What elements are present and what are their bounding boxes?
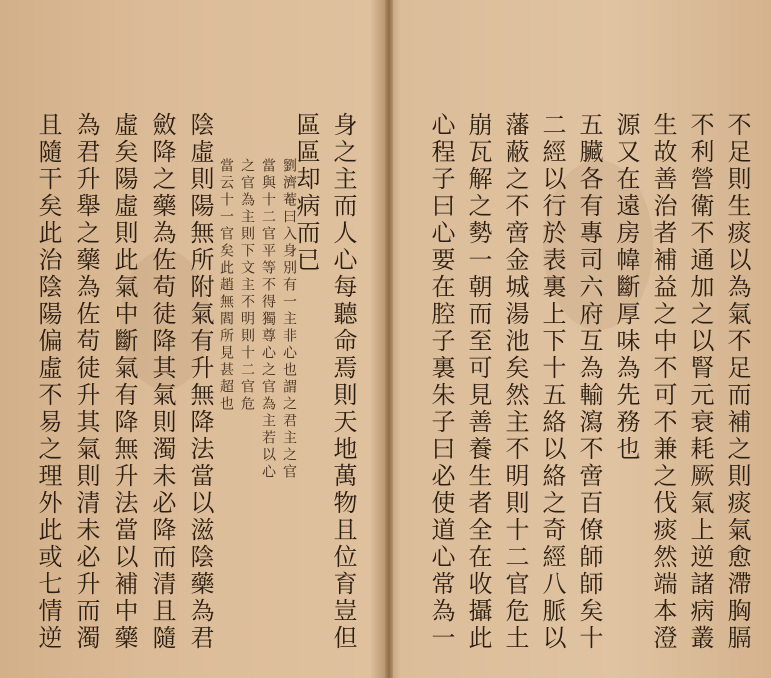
- text-column: 斂降之藥為佐苟徒降其氣則濁未必降而清且隨: [148, 112, 176, 652]
- text-column: 源又在遠房幃斷厚味為先務也: [612, 112, 640, 463]
- text-column: 五臟各有專司六府互為輸瀉不啻百僚師師矣十: [575, 112, 603, 652]
- text-column: 不足則生痰以為氣不足而補之則痰氣愈滯胸膈: [723, 112, 751, 652]
- text-column: 虛矣陽虛則此氣中斷氣有降無升法當以補中藥: [110, 112, 138, 652]
- commentary-column: 當云十一官矣此趙無閻所見甚超也: [218, 158, 234, 413]
- right-page: [393, 0, 771, 678]
- book-gutter: [385, 0, 393, 678]
- text-column: 藩蔽之不啻金城湯池矣然主不明則十二官危土: [501, 112, 529, 652]
- text-column: 區區却病而已: [292, 112, 320, 274]
- commentary-column: 劉濟菴曰入身別有一主非心也謂之君主之官: [281, 158, 297, 481]
- text-column: 心程子曰心要在腔子裏朱子曰必使道心常為一: [427, 112, 455, 652]
- commentary-column: 之官為主則下文主不明則十二官危: [239, 158, 255, 413]
- commentary-column: 當與十二官平等不得獨尊心之官為主若以心: [260, 158, 276, 481]
- text-column: 生故善治者補益之中不可不兼之伐痰然端本澄: [649, 112, 677, 652]
- left-page: [0, 0, 385, 678]
- text-column: 陰虛則陽無所附氣有升無降法當以滋陰藥為君: [186, 112, 214, 652]
- text-column: 崩瓦解之勢一朝而至可見善養生者全在收攝此: [464, 112, 492, 652]
- text-column: 且隨干矣此治陰陽偏虛不易之理外此或七情逆: [34, 112, 62, 652]
- text-column: 為君升舉之藥為佐苟徒升其氣則清未必升而濁: [72, 112, 100, 652]
- text-column: 不利營衛不通加之以腎元衰耗厥氣上逆諸病叢: [686, 112, 714, 652]
- text-column: 二經以行於表裏上下十五絡以絡之奇經八脈以: [538, 112, 566, 652]
- text-column: 身之主而人心每聽命焉則天地萬物且位育豈但: [329, 112, 357, 652]
